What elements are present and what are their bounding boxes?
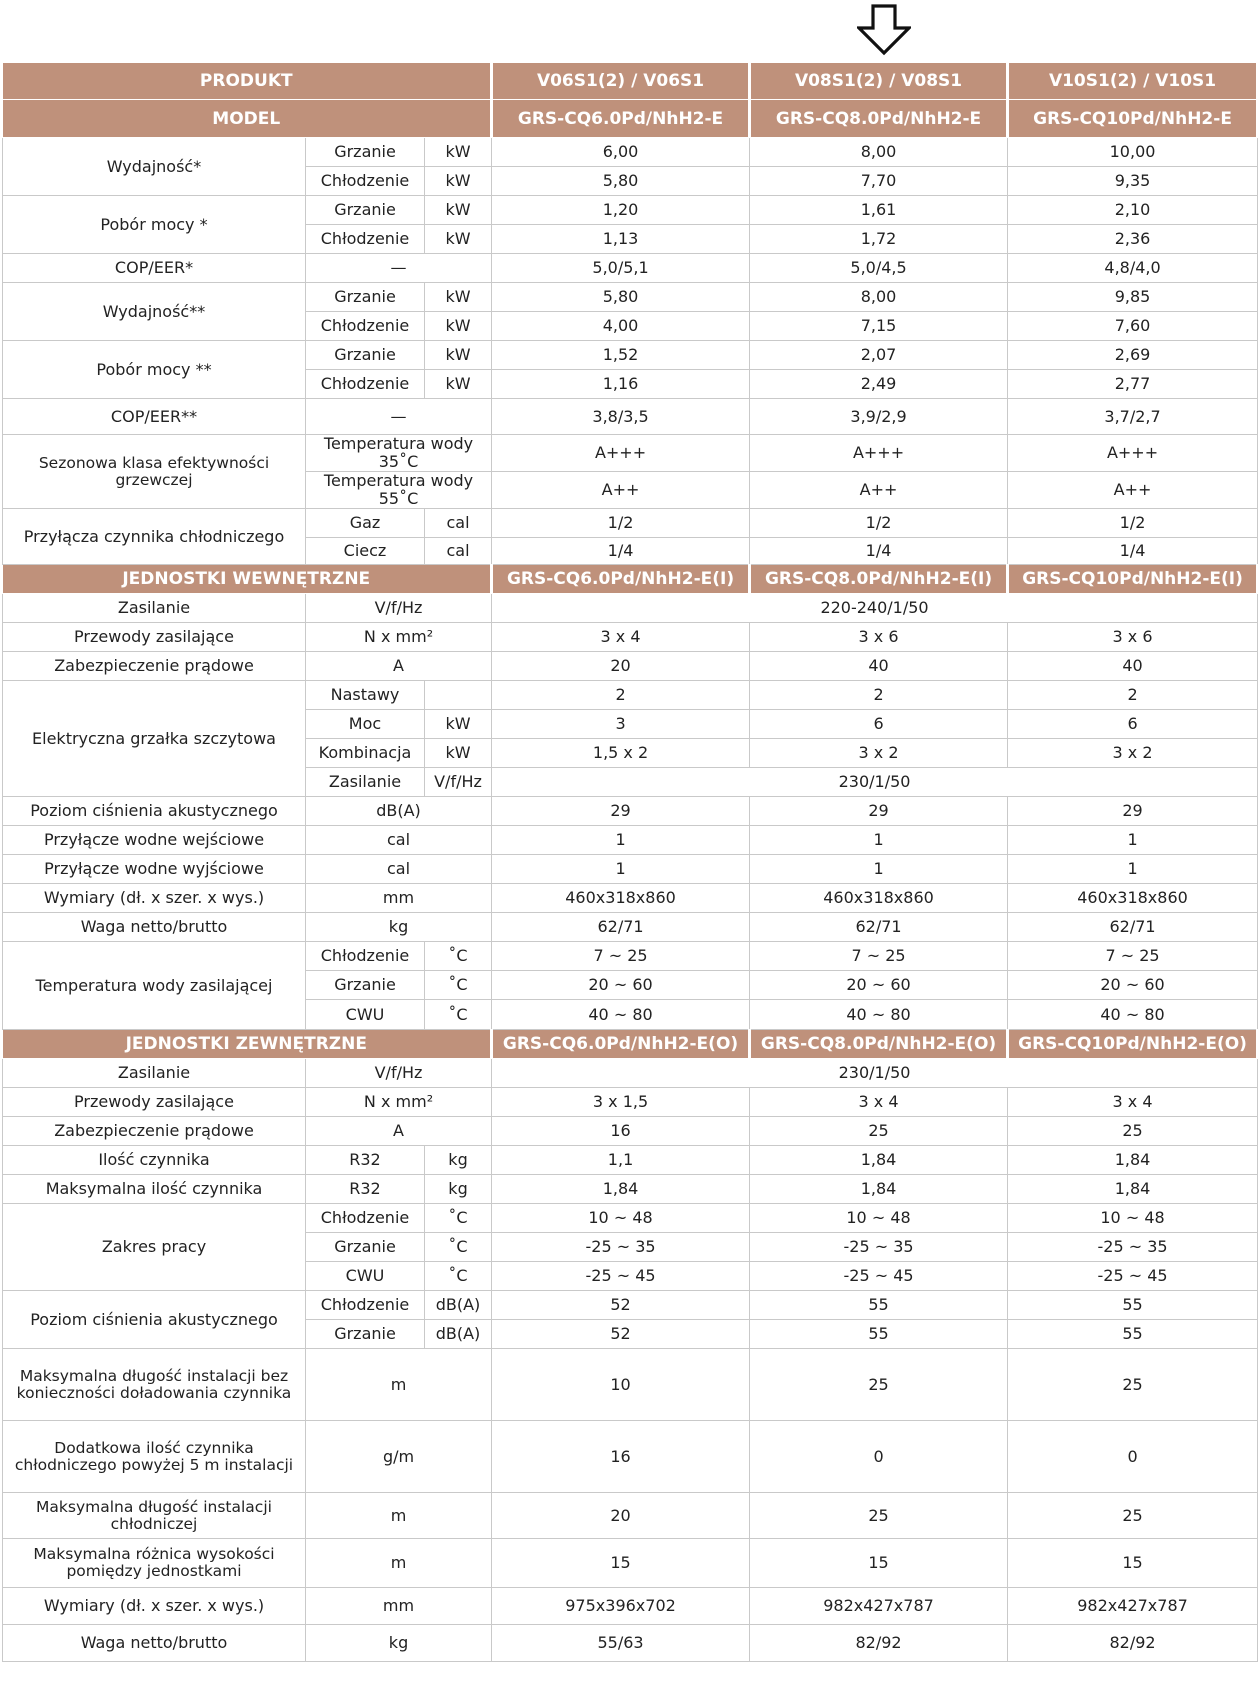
value-cell: 3,9/2,9 xyxy=(750,399,1008,435)
table-row xyxy=(3,435,1258,472)
value-cell: 25 xyxy=(750,1493,1008,1539)
value-cell: 3 x 4 xyxy=(492,623,750,652)
value-cell: 0 xyxy=(750,1421,1008,1493)
row-unit: ˚C xyxy=(425,1262,492,1291)
value-cell: 15 xyxy=(1008,1539,1258,1588)
row-label: Waga netto/brutto xyxy=(3,1625,306,1662)
table-row xyxy=(3,623,1258,652)
table-row xyxy=(3,826,1258,855)
value-cell: 25 xyxy=(750,1117,1008,1146)
row-label: Pobór mocy * xyxy=(3,196,306,254)
value-cell: 82/92 xyxy=(1008,1625,1258,1662)
value-cell: 40 ~ 80 xyxy=(1008,1000,1258,1030)
row-unit: N x mm² xyxy=(306,623,492,652)
value-cell: 29 xyxy=(750,797,1008,826)
value-cell: A+++ xyxy=(492,435,750,472)
value-cell: 2 xyxy=(492,681,750,710)
row-unit: cal xyxy=(425,509,492,538)
row-label: Temperatura wody zasilającej xyxy=(3,942,306,1030)
row-label: Zasilanie xyxy=(3,1059,306,1088)
row-unit: kg xyxy=(306,913,492,942)
table-row xyxy=(3,283,1258,312)
value-cell: 1 xyxy=(492,855,750,884)
value-cell: -25 ~ 35 xyxy=(492,1233,750,1262)
row-sublabel: Grzanie xyxy=(306,1233,425,1262)
value-cell: 1,1 xyxy=(492,1146,750,1175)
value-cell: A+++ xyxy=(750,435,1008,472)
row-sublabel: CWU xyxy=(306,1000,425,1030)
model-header: GRS-CQ8.0Pd/NhH2-E xyxy=(750,100,1008,138)
row-sublabel: Nastawy xyxy=(306,681,425,710)
value-cell: 975x396x702 xyxy=(492,1588,750,1625)
table-row xyxy=(3,1493,1258,1539)
row-label: Sezonowa klasa efektywności grzewczej xyxy=(3,435,306,509)
value-cell: 25 xyxy=(1008,1117,1258,1146)
value-cell: 82/92 xyxy=(750,1625,1008,1662)
spec-table xyxy=(2,62,1258,1662)
value-cell: 3 xyxy=(492,710,750,739)
row-sublabel: Chłodzenie xyxy=(306,167,425,196)
value-cell: 3 x 1,5 xyxy=(492,1088,750,1117)
row-label: Maksymalna różnica wysokości pomiędzy jednostkami xyxy=(3,1539,306,1588)
row-unit: ˚C xyxy=(425,942,492,971)
value-cell: 1,5 x 2 xyxy=(492,739,750,768)
header-row xyxy=(3,63,1258,100)
row-label: Dodatkowa ilość czynnika chłodniczego powyżej 5 m instalacji xyxy=(3,1421,306,1493)
value-cell: 1/2 xyxy=(492,509,750,538)
value-cell: 7,15 xyxy=(750,312,1008,341)
value-cell: 7,60 xyxy=(1008,312,1258,341)
row-label: Przyłącze wodne wejściowe xyxy=(3,826,306,855)
table-row xyxy=(3,1588,1258,1625)
value-cell: 6,00 xyxy=(492,138,750,167)
value-cell: 2 xyxy=(1008,681,1258,710)
row-unit: kW xyxy=(425,283,492,312)
row-sublabel: Moc xyxy=(306,710,425,739)
value-cell: 230/1/50 xyxy=(492,768,1258,797)
value-cell: -25 ~ 45 xyxy=(1008,1262,1258,1291)
value-cell: 4,8/4,0 xyxy=(1008,254,1258,283)
value-cell: 2,36 xyxy=(1008,225,1258,254)
row-unit: V/f/Hz xyxy=(306,594,492,623)
value-cell: A++ xyxy=(750,472,1008,509)
model-header: V06S1(2) / V06S1 xyxy=(492,63,750,100)
value-cell: 1/2 xyxy=(750,509,1008,538)
value-cell: 25 xyxy=(750,1349,1008,1421)
value-cell: 55/63 xyxy=(492,1625,750,1662)
row-label: Maksymalna długość instalacji bez konieczności doładowania czynnika xyxy=(3,1349,306,1421)
down-arrow-icon xyxy=(857,4,911,56)
row-unit: kg xyxy=(306,1625,492,1662)
model-header: V10S1(2) / V10S1 xyxy=(1008,63,1258,100)
row-sublabel: Chłodzenie xyxy=(306,370,425,399)
row-sublabel: Grzanie xyxy=(306,138,425,167)
row-label: Ilość czynnika xyxy=(3,1146,306,1175)
model-header: GRS-CQ8.0Pd/NhH2-E(I) xyxy=(750,565,1008,594)
row-sublabel: Grzanie xyxy=(306,971,425,1000)
value-cell: 10 ~ 48 xyxy=(492,1204,750,1233)
value-cell: 460x318x860 xyxy=(1008,884,1258,913)
value-cell: -25 ~ 45 xyxy=(750,1262,1008,1291)
value-cell: A++ xyxy=(492,472,750,509)
model-header: GRS-CQ6.0Pd/NhH2-E(I) xyxy=(492,565,750,594)
value-cell: 55 xyxy=(750,1291,1008,1320)
row-label: Poziom ciśnienia akustycznego xyxy=(3,797,306,826)
row-unit: kW xyxy=(425,312,492,341)
value-cell: 1 xyxy=(750,855,1008,884)
row-unit: dB(A) xyxy=(425,1291,492,1320)
model-header: V08S1(2) / V08S1 xyxy=(750,63,1008,100)
value-cell: 10 xyxy=(492,1349,750,1421)
model-header: GRS-CQ10Pd/NhH2-E(I) xyxy=(1008,565,1258,594)
row-sublabel: Chłodzenie xyxy=(306,1204,425,1233)
row-label: COP/EER* xyxy=(3,254,306,283)
table-row xyxy=(3,797,1258,826)
value-cell: 1 xyxy=(1008,855,1258,884)
value-cell: 16 xyxy=(492,1117,750,1146)
row-unit: kg xyxy=(425,1175,492,1204)
row-sublabel: Chłodzenie xyxy=(306,1291,425,1320)
value-cell: 20 ~ 60 xyxy=(492,971,750,1000)
value-cell: 16 xyxy=(492,1421,750,1493)
value-cell: 15 xyxy=(750,1539,1008,1588)
value-cell: 25 xyxy=(1008,1493,1258,1539)
value-cell: 1,84 xyxy=(1008,1175,1258,1204)
value-cell: 3,8/3,5 xyxy=(492,399,750,435)
row-label: Maksymalna długość instalacji chłodniczej xyxy=(3,1493,306,1539)
row-unit: ˚C xyxy=(425,971,492,1000)
table-row xyxy=(3,652,1258,681)
value-cell: 2,49 xyxy=(750,370,1008,399)
value-cell: 62/71 xyxy=(1008,913,1258,942)
value-cell: 52 xyxy=(492,1291,750,1320)
table-row xyxy=(3,1539,1258,1588)
value-cell: -25 ~ 45 xyxy=(492,1262,750,1291)
table-row xyxy=(3,1059,1258,1088)
row-unit: Temperatura wody 55˚C xyxy=(306,472,492,509)
row-label: Przewody zasilające xyxy=(3,623,306,652)
row-unit: V/f/Hz xyxy=(425,768,492,797)
row-sublabel: CWU xyxy=(306,1262,425,1291)
row-unit: cal xyxy=(306,855,492,884)
value-cell: 9,35 xyxy=(1008,167,1258,196)
table-row xyxy=(3,1088,1258,1117)
value-cell: 62/71 xyxy=(750,913,1008,942)
row-unit: kW xyxy=(425,370,492,399)
value-cell: 20 ~ 60 xyxy=(750,971,1008,1000)
value-cell: 55 xyxy=(1008,1291,1258,1320)
value-cell: 4,00 xyxy=(492,312,750,341)
row-unit: V/f/Hz xyxy=(306,1059,492,1088)
row-unit: kW xyxy=(425,167,492,196)
header-row xyxy=(3,1030,1258,1059)
value-cell: 2,10 xyxy=(1008,196,1258,225)
value-cell: A+++ xyxy=(1008,435,1258,472)
value-cell: 1/4 xyxy=(1008,538,1258,565)
row-sublabel: R32 xyxy=(306,1146,425,1175)
value-cell: 3 x 2 xyxy=(1008,739,1258,768)
value-cell: 7 ~ 25 xyxy=(492,942,750,971)
value-cell: 62/71 xyxy=(492,913,750,942)
row-sublabel: R32 xyxy=(306,1175,425,1204)
row-unit: dB(A) xyxy=(425,1320,492,1349)
row-unit: ˚C xyxy=(425,1000,492,1030)
row-sublabel: Chłodzenie xyxy=(306,225,425,254)
table-row xyxy=(3,681,1258,710)
row-unit: kW xyxy=(425,739,492,768)
value-cell: 40 ~ 80 xyxy=(492,1000,750,1030)
value-cell: 20 ~ 60 xyxy=(1008,971,1258,1000)
row-unit: dB(A) xyxy=(306,797,492,826)
value-cell: 25 xyxy=(1008,1349,1258,1421)
row-sublabel: Gaz xyxy=(306,509,425,538)
value-cell: 2,77 xyxy=(1008,370,1258,399)
row-label: Przewody zasilające xyxy=(3,1088,306,1117)
row-unit: mm xyxy=(306,1588,492,1625)
value-cell: 5,80 xyxy=(492,167,750,196)
value-cell: 3,7/2,7 xyxy=(1008,399,1258,435)
row-unit: — xyxy=(306,254,492,283)
product-header: PRODUKT xyxy=(3,63,492,100)
header-row xyxy=(3,100,1258,138)
row-label: Zabezpieczenie prądowe xyxy=(3,652,306,681)
row-unit: kW xyxy=(425,341,492,370)
value-cell: 0 xyxy=(1008,1421,1258,1493)
value-cell: -25 ~ 35 xyxy=(1008,1233,1258,1262)
value-cell: 1 xyxy=(1008,826,1258,855)
row-label: COP/EER** xyxy=(3,399,306,435)
value-cell: 1,13 xyxy=(492,225,750,254)
value-cell: 1,84 xyxy=(1008,1146,1258,1175)
row-unit: m xyxy=(306,1349,492,1421)
value-cell: 40 ~ 80 xyxy=(750,1000,1008,1030)
model-header: GRS-CQ10Pd/NhH2-E xyxy=(1008,100,1258,138)
table-row xyxy=(3,942,1258,971)
value-cell: 2,07 xyxy=(750,341,1008,370)
value-cell: 29 xyxy=(492,797,750,826)
value-cell: 40 xyxy=(1008,652,1258,681)
row-unit: — xyxy=(306,399,492,435)
value-cell: 15 xyxy=(492,1539,750,1588)
row-sublabel: Chłodzenie xyxy=(306,942,425,971)
table-row xyxy=(3,254,1258,283)
value-cell: 2,69 xyxy=(1008,341,1258,370)
value-cell: 1,52 xyxy=(492,341,750,370)
value-cell: 55 xyxy=(750,1320,1008,1349)
row-unit: kg xyxy=(425,1146,492,1175)
value-cell: 3 x 4 xyxy=(1008,1088,1258,1117)
row-unit: mm xyxy=(306,884,492,913)
value-cell: 20 xyxy=(492,652,750,681)
row-unit: A xyxy=(306,652,492,681)
value-cell: 7 ~ 25 xyxy=(1008,942,1258,971)
row-label: Waga netto/brutto xyxy=(3,913,306,942)
value-cell: -25 ~ 35 xyxy=(750,1233,1008,1262)
model-header: GRS-CQ6.0Pd/NhH2-E xyxy=(492,100,750,138)
table-row xyxy=(3,1117,1258,1146)
row-sublabel: Ciecz xyxy=(306,538,425,565)
table-row xyxy=(3,913,1258,942)
value-cell: 7 ~ 25 xyxy=(750,942,1008,971)
table-row xyxy=(3,1625,1258,1662)
value-cell: 5,0/4,5 xyxy=(750,254,1008,283)
value-cell: 10 ~ 48 xyxy=(750,1204,1008,1233)
value-cell: 3 x 4 xyxy=(750,1088,1008,1117)
table-row xyxy=(3,196,1258,225)
row-unit: cal xyxy=(425,538,492,565)
row-sublabel: Chłodzenie xyxy=(306,312,425,341)
value-cell: 9,85 xyxy=(1008,283,1258,312)
value-cell: 230/1/50 xyxy=(492,1059,1258,1088)
value-cell: 1/2 xyxy=(1008,509,1258,538)
row-unit: ˚C xyxy=(425,1204,492,1233)
value-cell: 1/4 xyxy=(750,538,1008,565)
row-unit: ˚C xyxy=(425,1233,492,1262)
section-header-indoor: JEDNOSTKI WEWNĘTRZNE xyxy=(3,565,492,594)
row-unit: m xyxy=(306,1493,492,1539)
row-label: Poziom ciśnienia akustycznego xyxy=(3,1291,306,1349)
model-header: GRS-CQ6.0Pd/NhH2-E(O) xyxy=(492,1030,750,1059)
row-label: Wydajność* xyxy=(3,138,306,196)
value-cell: 55 xyxy=(1008,1320,1258,1349)
table-row xyxy=(3,1291,1258,1320)
table-row xyxy=(3,1204,1258,1233)
value-cell: 29 xyxy=(1008,797,1258,826)
value-cell: 2 xyxy=(750,681,1008,710)
row-label: Wydajność** xyxy=(3,283,306,341)
value-cell: A++ xyxy=(1008,472,1258,509)
value-cell: 52 xyxy=(492,1320,750,1349)
value-cell: 40 xyxy=(750,652,1008,681)
row-unit: kW xyxy=(425,138,492,167)
row-sublabel: Kombinacja xyxy=(306,739,425,768)
table-row xyxy=(3,1349,1258,1421)
row-label: Zabezpieczenie prądowe xyxy=(3,1117,306,1146)
row-unit xyxy=(425,681,492,710)
table-row xyxy=(3,1175,1258,1204)
value-cell: 3 x 2 xyxy=(750,739,1008,768)
value-cell: 6 xyxy=(750,710,1008,739)
value-cell: 5,80 xyxy=(492,283,750,312)
row-label: Wymiary (dł. x szer. x wys.) xyxy=(3,884,306,913)
row-label: Zakres pracy xyxy=(3,1204,306,1291)
row-unit: kW xyxy=(425,196,492,225)
value-cell: 8,00 xyxy=(750,283,1008,312)
value-cell: 1,84 xyxy=(750,1175,1008,1204)
row-label: Przyłącze wodne wyjściowe xyxy=(3,855,306,884)
header-row xyxy=(3,565,1258,594)
row-sublabel: Grzanie xyxy=(306,196,425,225)
value-cell: 1,84 xyxy=(750,1146,1008,1175)
value-cell: 1,84 xyxy=(492,1175,750,1204)
row-unit: g/m xyxy=(306,1421,492,1493)
value-cell: 1,16 xyxy=(492,370,750,399)
value-cell: 220-240/1/50 xyxy=(492,594,1258,623)
value-cell: 8,00 xyxy=(750,138,1008,167)
value-cell: 10 ~ 48 xyxy=(1008,1204,1258,1233)
row-unit: cal xyxy=(306,826,492,855)
model-header: GRS-CQ10Pd/NhH2-E(O) xyxy=(1008,1030,1258,1059)
value-cell: 3 x 6 xyxy=(750,623,1008,652)
table-row xyxy=(3,884,1258,913)
row-unit: m xyxy=(306,1539,492,1588)
table-row xyxy=(3,594,1258,623)
value-cell: 982x427x787 xyxy=(750,1588,1008,1625)
value-cell: 1,20 xyxy=(492,196,750,225)
value-cell: 20 xyxy=(492,1493,750,1539)
row-unit: Temperatura wody 35˚C xyxy=(306,435,492,472)
value-cell: 10,00 xyxy=(1008,138,1258,167)
row-sublabel: Grzanie xyxy=(306,283,425,312)
value-cell: 1,72 xyxy=(750,225,1008,254)
value-cell: 1/4 xyxy=(492,538,750,565)
row-label: Maksymalna ilość czynnika xyxy=(3,1175,306,1204)
row-label: Elektryczna grzałka szczytowa xyxy=(3,681,306,797)
value-cell: 7,70 xyxy=(750,167,1008,196)
value-cell: 460x318x860 xyxy=(750,884,1008,913)
table-row xyxy=(3,138,1258,167)
table-row xyxy=(3,1146,1258,1175)
row-label: Wymiary (dł. x szer. x wys.) xyxy=(3,1588,306,1625)
table-row xyxy=(3,1421,1258,1493)
row-unit: A xyxy=(306,1117,492,1146)
table-row xyxy=(3,399,1258,435)
row-label: Pobór mocy ** xyxy=(3,341,306,399)
row-label: Przyłącza czynnika chłodniczego xyxy=(3,509,306,565)
value-cell: 1,61 xyxy=(750,196,1008,225)
value-cell: 3 x 6 xyxy=(1008,623,1258,652)
row-unit: kW xyxy=(425,225,492,254)
row-unit: kW xyxy=(425,710,492,739)
row-sublabel: Zasilanie xyxy=(306,768,425,797)
model-label-header: MODEL xyxy=(3,100,492,138)
model-header: GRS-CQ8.0Pd/NhH2-E(O) xyxy=(750,1030,1008,1059)
value-cell: 460x318x860 xyxy=(492,884,750,913)
value-cell: 1 xyxy=(492,826,750,855)
table-row xyxy=(3,509,1258,538)
row-label: Zasilanie xyxy=(3,594,306,623)
table-row xyxy=(3,855,1258,884)
row-unit: N x mm² xyxy=(306,1088,492,1117)
table-row xyxy=(3,341,1258,370)
row-sublabel: Grzanie xyxy=(306,341,425,370)
value-cell: 982x427x787 xyxy=(1008,1588,1258,1625)
value-cell: 6 xyxy=(1008,710,1258,739)
section-header-outdoor: JEDNOSTKI ZEWNĘTRZNE xyxy=(3,1030,492,1059)
value-cell: 5,0/5,1 xyxy=(492,254,750,283)
value-cell: 1 xyxy=(750,826,1008,855)
row-sublabel: Grzanie xyxy=(306,1320,425,1349)
